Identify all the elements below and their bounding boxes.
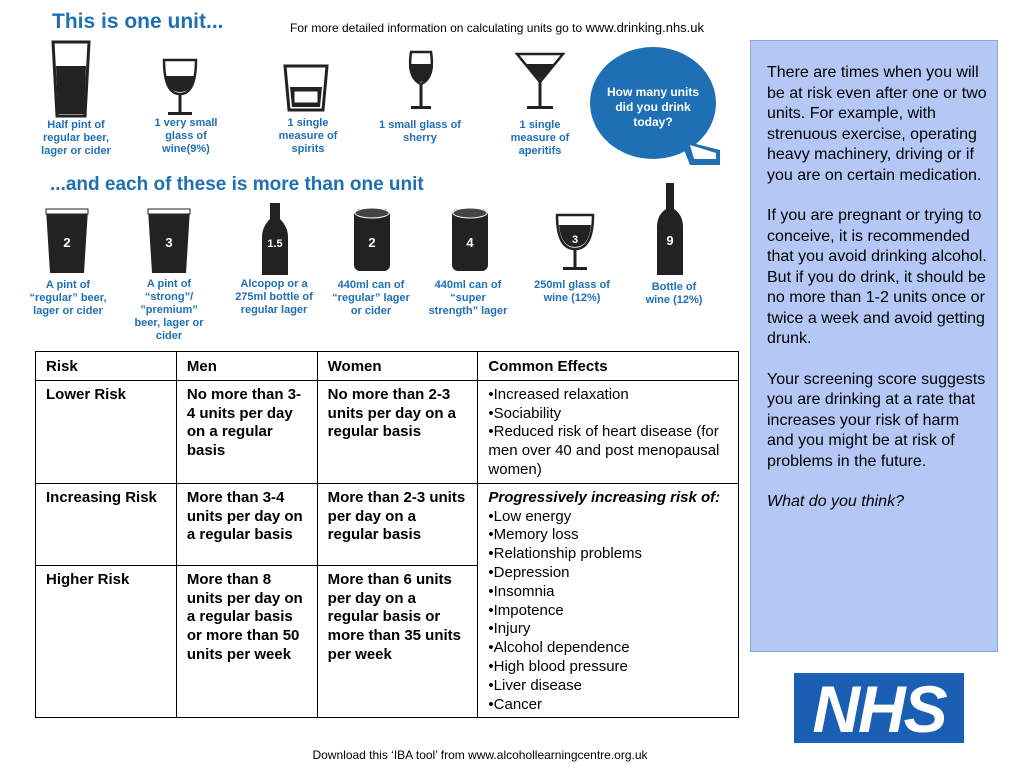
effect-item: •Sociability <box>488 404 562 422</box>
effect-item: •Injury <box>488 620 531 638</box>
effect-item: •Alcohol dependence <box>488 639 630 657</box>
nhs-logo-text: NHS <box>812 672 946 746</box>
nhs-logo <box>794 672 964 746</box>
effect-item: •Impotence <box>488 601 564 619</box>
large-wine-units: 3 <box>571 234 579 246</box>
bubble-text: How many units did you drink today? <box>606 85 699 129</box>
men-cell: More than 8 units per day on a regular basis or more than 50 units per week <box>176 565 317 718</box>
women-cell: More than 6 units per day on a regular basis or more than 35 units per week <box>317 565 478 718</box>
drink-label-alcopop: Alcopop or a 275ml bottle of regular lager <box>235 278 313 316</box>
sherry-glass-icon <box>406 50 436 114</box>
super-strength-can-icon <box>450 205 490 273</box>
header-women: Women <box>317 352 478 381</box>
effect-item: •Depression <box>488 563 570 581</box>
pint-glass-icon <box>44 207 90 275</box>
drink-label-half-pint: Half pint of regular beer, lager or cider <box>41 119 111 157</box>
aperitif-glass-icon <box>515 52 565 114</box>
effect-item: •Cancer <box>488 695 542 713</box>
women-cell: More than 2-3 units per day on a regular basis <box>317 483 478 565</box>
drink-label-super-can: 440ml can of “super strength” lager <box>428 279 508 317</box>
pint-units: 2 <box>63 235 71 250</box>
effect-item: •Relationship problems <box>488 545 643 563</box>
wine-bottle-units: 9 <box>666 233 674 248</box>
drink-label-large-wine: 250ml glass of wine (12%) <box>534 279 610 304</box>
advice-question: What do you think? <box>767 493 904 510</box>
strong-pint-glass-icon <box>146 207 192 275</box>
info-text <box>290 20 704 35</box>
section-subtitle: ...and each of these is more than one unit <box>50 174 424 195</box>
spirits-tumbler-icon <box>282 63 330 113</box>
header-risk: Risk <box>36 352 177 381</box>
effects-cell <box>478 483 739 718</box>
advice-paragraph: If you are pregnant or trying to conceive, it is recommended that you avoid drinking alcohol. But if you do drink, it should be no more than 1-2 units once or twice a week and avoid getting drunk. <box>767 207 987 347</box>
table-row <box>36 380 739 483</box>
drink-label-spirits: 1 single measure of spirits <box>278 117 338 155</box>
risk-table <box>35 351 739 718</box>
drink-label-strong-pint: A pint of “strong”/ ”premium” beer, lager or cider <box>134 278 204 342</box>
risk-cell: Increasing Risk <box>36 483 177 565</box>
women-cell: No more than 2-3 units per day on a regular basis <box>317 380 478 483</box>
men-cell: No more than 3-4 units per day on a regular basis <box>176 380 317 483</box>
advice-sidebar <box>750 40 998 652</box>
drink-label-sherry: 1 small glass of sherry <box>379 119 461 144</box>
strong-pint-units: 3 <box>165 235 173 250</box>
wine-bottle-icon <box>656 181 684 277</box>
page-title: This is one unit... <box>52 10 224 33</box>
footer-text: Download this ‘IBA tool’ from www.alcohollearningcentre.org.uk <box>312 748 648 762</box>
drink-label-pint: A pint of “regular” beer, lager or cider <box>29 279 107 317</box>
effect-item: •Reduced risk of heart disease (for men over 40 and post menopausal women) <box>488 423 720 478</box>
info-url-link[interactable]: www.drinking.nhs.uk <box>585 20 705 35</box>
small-wine-glass-icon <box>160 58 200 118</box>
effect-item: •Memory loss <box>488 526 579 544</box>
men-cell: More than 3-4 units per day on a regular basis <box>176 483 317 565</box>
table-row <box>36 483 739 565</box>
table-header-row <box>36 352 739 381</box>
super-can-units: 4 <box>466 235 474 250</box>
header-effects: Common Effects <box>478 352 739 381</box>
effects-heading: Progressively increasing risk of: <box>488 488 721 506</box>
drink-label-regular-can: 440ml can of “regular” lager or cider <box>332 279 410 317</box>
advice-paragraph: There are times when you will be at risk even after one or two units. For example, with strenuous exercise, operating heavy machinery, driving or if you are on certain medication. <box>767 64 987 184</box>
header-men: Men <box>176 352 317 381</box>
effect-item: •Increased relaxation <box>488 385 629 403</box>
risk-cell: Lower Risk <box>36 380 177 483</box>
half-pint-glass-icon <box>50 40 92 118</box>
effect-item: •High blood pressure <box>488 657 628 675</box>
info-text-label: For more detailed information on calculating units go to <box>290 21 583 35</box>
effects-cell <box>478 380 739 483</box>
drink-label-small-wine: 1 very small glass of wine(9%) <box>154 117 218 155</box>
large-wine-glass-icon <box>554 213 596 273</box>
effect-item: •Low energy <box>488 507 572 525</box>
effect-item: •Liver disease <box>488 676 583 694</box>
regular-can-icon <box>352 205 392 273</box>
drink-label-aperitifs: 1 single measure of aperitifs <box>510 119 570 157</box>
advice-paragraph: Your screening score suggests you are drinking at a rate that increases your risk of harm and you might be at risk of problems in the future. <box>767 370 986 470</box>
risk-cell: Higher Risk <box>36 565 177 718</box>
drink-label-wine-bottle: Bottle of wine (12%) <box>645 281 703 306</box>
alcopop-bottle-icon <box>260 201 290 277</box>
regular-can-units: 2 <box>368 235 376 250</box>
alcopop-units: 1.5 <box>267 238 283 250</box>
effect-item: •Insomnia <box>488 582 555 600</box>
